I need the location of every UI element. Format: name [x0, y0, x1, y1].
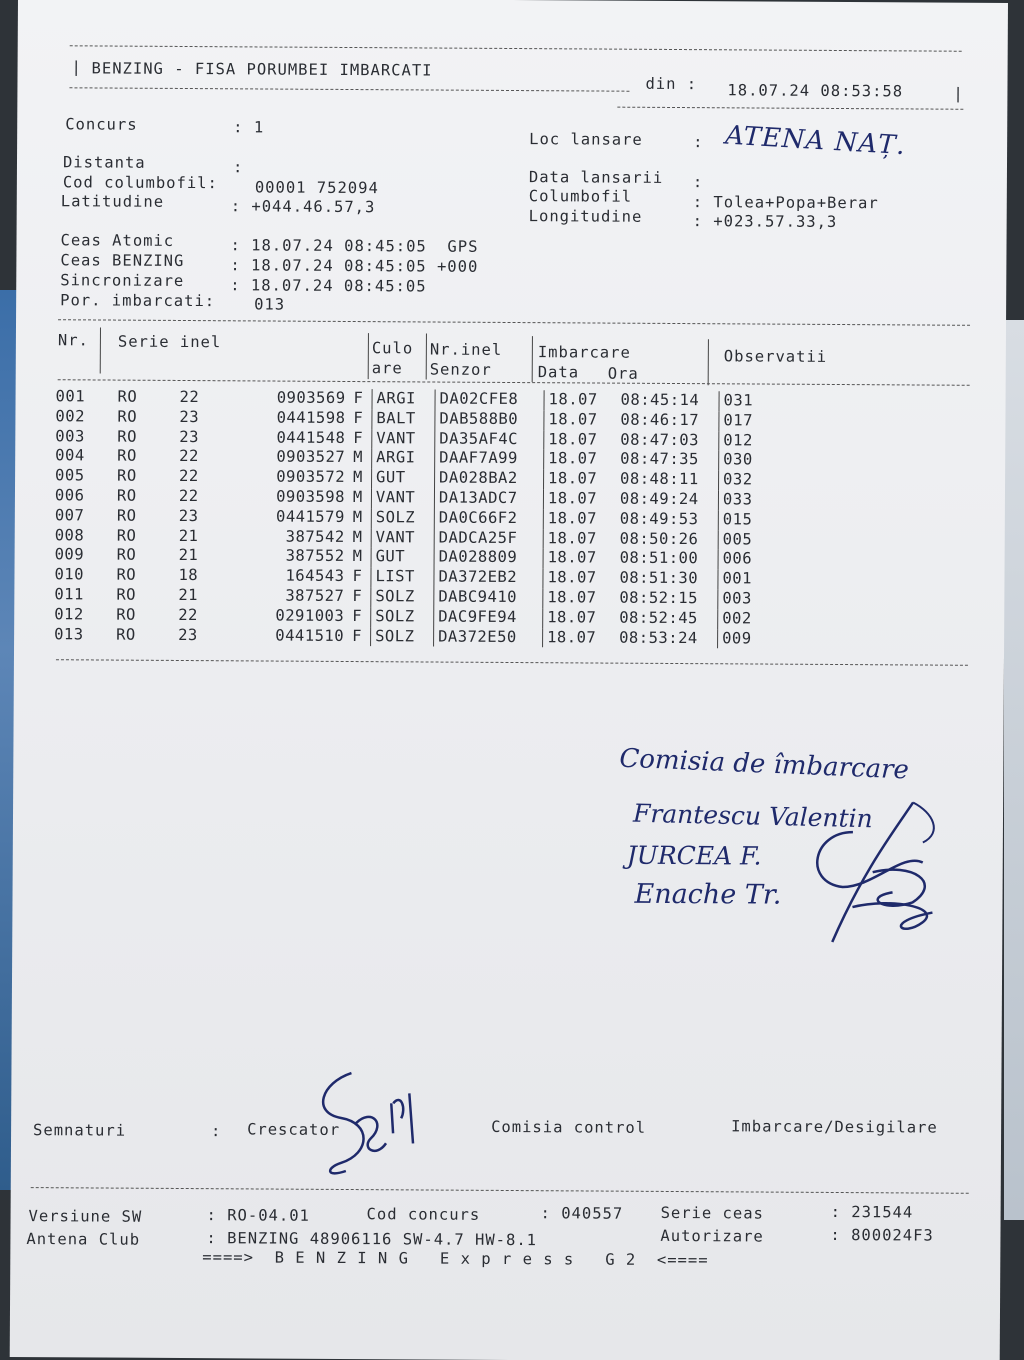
table-header-divider-3	[426, 333, 427, 379]
row-tara: RO	[116, 605, 136, 624]
row-numar: 387552	[285, 546, 345, 566]
latitudine-value: : +044.46.57,3	[230, 197, 376, 217]
row-observatii: 005	[718, 530, 752, 550]
row-tara: RO	[116, 486, 137, 505]
row-an: 21	[178, 526, 199, 545]
concurs-label: Concurs	[65, 115, 138, 134]
row-sex: F	[353, 389, 364, 408]
row-observatii: 001	[718, 569, 752, 589]
col-header-senzor-1: Nr.inel	[429, 340, 503, 359]
cod-columbofil-value: 00001 752094	[254, 178, 379, 198]
commission-member-2: JURCEA F.	[626, 840, 762, 871]
row-sex: M	[353, 468, 363, 487]
row-senzor: DA028809	[434, 548, 543, 568]
row-tara: RO	[116, 526, 137, 545]
row-ora: 08:51:30	[619, 568, 699, 588]
cod-columbofil-label: Cod columbofil:	[62, 173, 218, 193]
row-numar: 0441510	[275, 626, 345, 645]
row-numar: 164543	[285, 566, 345, 586]
autorizare-label: Autorizare	[660, 1226, 764, 1246]
row-culoare: GUT	[371, 548, 434, 568]
row-numar: 0903527	[276, 447, 346, 467]
header-left-pipe: |	[71, 58, 82, 77]
row-ora: 08:48:11	[620, 469, 699, 489]
row-senzor: DA372E50	[434, 627, 543, 647]
table-header-divider-4	[532, 336, 533, 382]
concurs-value: : 1	[233, 118, 265, 137]
row-data: 18.07	[543, 509, 620, 529]
row-tara: RO	[116, 506, 137, 525]
ceas-atomic-label: Ceas Atomic	[60, 231, 175, 250]
row-tara: RO	[117, 407, 138, 426]
semnaturi-colon: :	[211, 1122, 222, 1141]
row-an: 23	[178, 506, 199, 525]
row-an: 21	[178, 546, 199, 565]
crescator-signature	[301, 1063, 432, 1188]
row-sex: F	[352, 626, 363, 645]
row-nr: 003	[55, 426, 85, 445]
row-nr: 012	[54, 604, 84, 624]
columbofil-label: Columbofil	[528, 187, 633, 206]
row-data: 18.07	[544, 410, 621, 430]
row-observatii: 031	[719, 391, 753, 411]
table-bottom-rule	[56, 659, 968, 666]
row-tara: RO	[117, 446, 137, 466]
data-lansarii-colon: :	[692, 173, 704, 192]
row-nr: 005	[55, 466, 85, 485]
row-observatii: 002	[718, 609, 752, 629]
row-ora: 08:46:17	[620, 410, 700, 429]
semnaturi-label: Semnaturi	[33, 1121, 127, 1140]
loc-lansare-colon: :	[693, 133, 704, 152]
col-header-serie: Serie inel	[117, 332, 222, 352]
header-top-rule	[70, 45, 962, 51]
row-senzor: DA028BA2	[435, 469, 544, 489]
row-sex: F	[352, 567, 363, 586]
versiune-value: : RO-04.01	[206, 1206, 310, 1225]
table-header-top-rule	[58, 319, 970, 326]
row-ora: 08:45:14	[620, 390, 700, 410]
row-an: 22	[179, 447, 199, 466]
row-tara: RO	[116, 545, 137, 565]
versiune-label: Versiune SW	[28, 1207, 143, 1226]
row-sex: M	[352, 507, 363, 526]
row-numar: 387527	[285, 586, 345, 605]
printed-sheet	[10, 0, 1008, 1360]
ceas-benzing-value: : 18.07.24 08:45:05 +000	[230, 256, 479, 276]
row-numar: 0441579	[275, 507, 345, 526]
table-header-divider-5	[708, 339, 709, 385]
row-tara: RO	[116, 585, 137, 604]
serie-ceas-label: Serie ceas	[660, 1203, 764, 1223]
row-nr: 010	[54, 565, 85, 584]
row-ora: 08:52:45	[619, 608, 698, 627]
row-nr: 013	[54, 624, 84, 643]
col-header-observatii: Observatii	[723, 347, 828, 366]
row-an: 21	[178, 585, 199, 605]
distanta-label: Distanta	[62, 153, 146, 172]
row-culoare: SOLZ	[371, 508, 434, 528]
row-numar: 387542	[285, 527, 345, 546]
boarding-table	[54, 387, 753, 649]
row-culoare: BALT	[372, 409, 435, 429]
table-header-divider-1	[100, 327, 101, 373]
data-lansarii-label: Data lansarii	[528, 168, 664, 187]
row-numar: 0291003	[275, 606, 345, 625]
row-an: 23	[178, 625, 198, 644]
row-observatii: 015	[718, 510, 752, 530]
row-observatii: 033	[718, 490, 752, 510]
row-sex: F	[352, 586, 363, 606]
antena-label: Antena Club	[26, 1230, 141, 1249]
row-numar: 0903598	[276, 487, 346, 506]
row-sex: M	[352, 488, 363, 507]
row-observatii: 032	[719, 470, 753, 490]
row-culoare: GUT	[372, 468, 435, 488]
ceas-atomic-value: : 18.07.24 08:45:05 GPS	[230, 236, 479, 256]
row-an: 18	[178, 566, 199, 585]
row-an: 23	[179, 427, 200, 446]
crescator-label: Crescator	[247, 1120, 341, 1139]
row-tara: RO	[117, 466, 137, 485]
imbarcare-desigilare-label: Imbarcare/Desigilare	[731, 1117, 938, 1137]
row-senzor: DADCA25F	[434, 528, 543, 548]
col-header-senzor-2: Senzor	[429, 360, 492, 379]
row-ora: 08:47:03	[620, 430, 700, 449]
row-ora: 08:53:24	[619, 628, 698, 647]
row-sex: M	[353, 448, 364, 467]
row-nr: 008	[54, 525, 85, 544]
row-ora: 08:50:26	[619, 529, 699, 548]
row-senzor: DA0C66F2	[434, 508, 543, 528]
header-right-pipe: |	[953, 84, 964, 103]
row-data: 18.07	[543, 568, 620, 588]
header-bottom-rule	[617, 107, 963, 110]
col-header-culoare-2: are	[371, 359, 403, 378]
commission-member-3: Enache Tr.	[634, 878, 782, 911]
porumbei-imbarcati-value: 013	[254, 295, 286, 314]
row-culoare: VANT	[371, 488, 434, 508]
row-senzor: DA13ADC7	[434, 489, 543, 509]
sincronizare-value: : 18.07.24 08:45:05	[230, 276, 427, 296]
benzing-banner: ====> B E N Z I N G E x p r e s s G 2 <====	[202, 1248, 709, 1270]
row-nr: 004	[55, 446, 85, 465]
row-data: 18.07	[544, 469, 621, 489]
row-tara: RO	[116, 565, 137, 584]
comisia-control-label: Comisia control	[491, 1117, 647, 1137]
row-culoare: SOLZ	[371, 627, 434, 647]
row-data: 18.07	[544, 430, 621, 450]
row-data: 18.07	[543, 489, 620, 509]
row-data: 18.07	[543, 549, 620, 569]
row-an: 22	[179, 467, 199, 486]
sincronizare-label: Sincronizare	[60, 271, 185, 290]
header-date-value: 18.07.24 08:53:58	[727, 81, 904, 101]
row-tara: RO	[117, 387, 138, 406]
row-numar: 0441548	[276, 428, 346, 447]
porumbei-imbarcati-label: Por. imbarcati:	[60, 291, 216, 311]
table-row	[54, 625, 752, 649]
row-an: 22	[179, 387, 200, 407]
row-ora: 08:49:24	[619, 489, 699, 509]
row-an: 22	[178, 605, 198, 624]
col-header-imbarcare: Imbarcare	[537, 343, 631, 362]
row-observatii: 009	[718, 629, 752, 649]
row-sex: F	[353, 408, 364, 427]
row-nr: 001	[55, 387, 86, 406]
row-an: 23	[179, 407, 200, 426]
footer-top-rule	[31, 1187, 969, 1194]
row-sex: M	[352, 527, 363, 546]
row-sex: F	[353, 428, 364, 447]
row-senzor: DA372EB2	[434, 568, 543, 588]
row-data: 18.07	[543, 628, 620, 648]
row-senzor: DA35AF4C	[435, 429, 544, 449]
row-data: 18.07	[543, 529, 620, 549]
commission-signature	[792, 792, 953, 957]
row-culoare: VANT	[371, 528, 434, 548]
col-header-culoare-1: Culo	[371, 339, 414, 358]
loc-lansare-label: Loc lansare	[529, 130, 643, 149]
header-title: BENZING - FISA PORUMBEI IMBARCATI	[91, 59, 433, 80]
row-tara: RO	[117, 427, 138, 446]
row-ora: 08:49:53	[619, 509, 699, 528]
row-ora: 08:51:00	[619, 549, 699, 568]
row-observatii: 003	[718, 589, 752, 609]
col-header-ora: Ora	[607, 364, 639, 383]
row-numar: 0441598	[276, 408, 346, 427]
cod-concurs-label: Cod concurs	[366, 1205, 481, 1224]
row-culoare: SOLZ	[371, 607, 434, 627]
distanta-value: :	[232, 158, 244, 177]
row-observatii: 006	[718, 550, 752, 570]
commission-handwritten-title: Comisia de îmbarcare	[618, 743, 910, 786]
row-culoare: SOLZ	[371, 587, 434, 607]
row-observatii: 017	[719, 411, 753, 431]
row-nr: 009	[54, 545, 85, 564]
row-nr: 011	[54, 585, 84, 604]
longitudine-label: Longitudine	[528, 207, 643, 226]
header-mid-rule	[69, 87, 629, 91]
row-data: 18.07	[544, 450, 621, 470]
row-senzor: DAAF7A99	[435, 449, 544, 469]
row-nr: 007	[54, 505, 85, 525]
desktop-background-right	[1004, 320, 1024, 1220]
row-senzor: DABC9410	[434, 587, 543, 607]
row-sex: F	[352, 606, 363, 625]
row-culoare: LIST	[371, 567, 434, 587]
row-numar: 0903569	[276, 388, 346, 407]
col-header-nr: Nr.	[57, 331, 89, 350]
row-culoare: ARGI	[372, 449, 435, 469]
row-tara: RO	[116, 625, 136, 644]
loc-lansare-handwritten: ATENA NAȚ.	[724, 120, 907, 162]
antena-value: : BENZING 48906116 SW-4.7 HW-8.1	[206, 1229, 538, 1250]
cod-concurs-value: : 040557	[540, 1204, 624, 1223]
col-header-data: Data	[537, 363, 580, 382]
latitudine-label: Latitudine	[60, 192, 165, 211]
row-senzor: DAB588B0	[435, 409, 544, 429]
row-data: 18.07	[543, 588, 620, 608]
header-date-label: din :	[645, 74, 698, 94]
longitudine-value: : +023.57.33,3	[692, 212, 838, 231]
row-senzor: DA02CFE8	[435, 390, 544, 410]
ceas-benzing-label: Ceas BENZING	[60, 251, 185, 270]
commission-member-1: Frantescu Valentin	[632, 798, 874, 834]
row-ora: 08:52:15	[619, 588, 699, 608]
row-an: 22	[178, 486, 199, 506]
autorizare-value: : 800024F3	[830, 1225, 934, 1245]
row-culoare: VANT	[372, 429, 435, 449]
table-header-divider-2	[368, 333, 369, 379]
table-header-bottom-rule	[58, 379, 970, 386]
serie-ceas-value: : 231544	[830, 1202, 914, 1222]
row-ora: 08:47:35	[620, 450, 699, 469]
row-data: 18.07	[543, 608, 620, 628]
row-senzor: DAC9FE94	[434, 607, 543, 627]
row-numar: 0903572	[276, 467, 346, 487]
row-nr: 006	[54, 486, 85, 505]
row-data: 18.07	[544, 390, 621, 410]
row-observatii: 030	[719, 451, 753, 471]
row-sex: M	[352, 547, 363, 566]
row-observatii: 012	[719, 431, 753, 451]
columbofil-value: : Tolea+Popa+Berar	[692, 193, 879, 213]
row-culoare: ARGI	[372, 389, 435, 409]
row-nr: 002	[55, 407, 86, 426]
